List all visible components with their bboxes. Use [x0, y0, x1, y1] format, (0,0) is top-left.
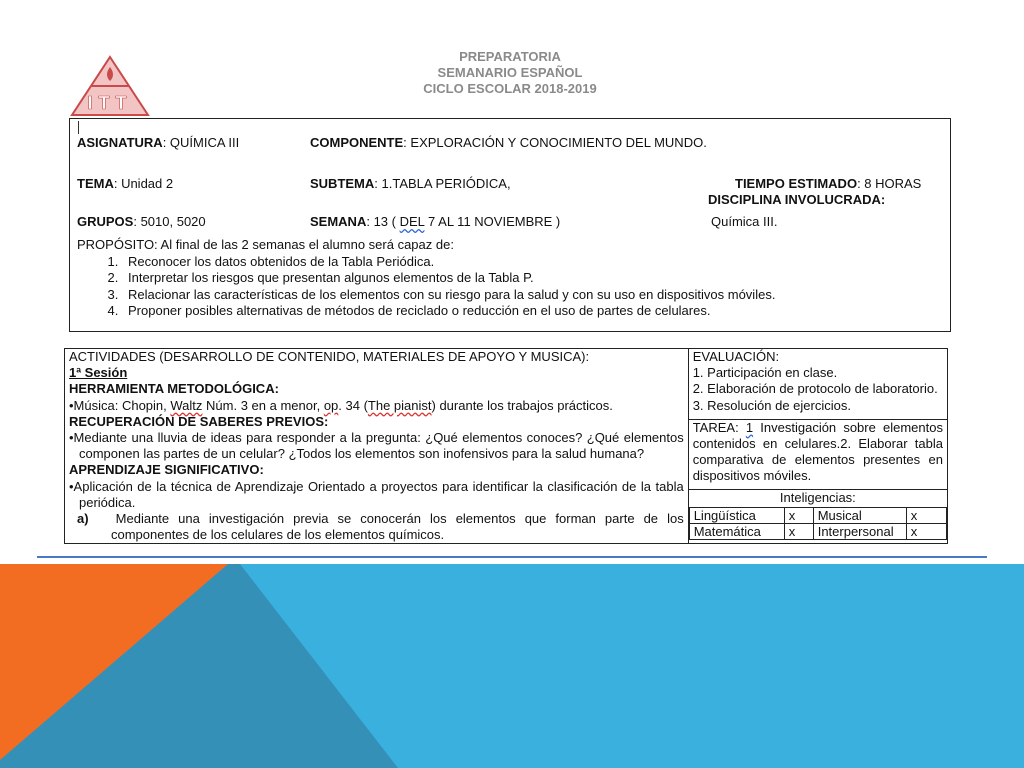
- aplicacion-item: •Aplicación de la técnica de Aprendizaje Orientado a proyectos para identificar la clasificación de la tabla periódica.: [69, 478, 684, 510]
- logo-letters: ITT: [87, 93, 133, 113]
- sub-item-a: a) Mediante una investigación previa se conocerán los elementos que forman parte de los componentes de los celulares de los elementos químicos.: [77, 511, 684, 543]
- activities-table[interactable]: [64, 348, 948, 544]
- session-label: 1ª Sesión: [69, 365, 128, 381]
- disciplina-label: DISCIPLINA INVOLUCRADA:: [708, 192, 886, 207]
- intel-name: Matemática: [689, 523, 784, 539]
- divider-line: [37, 556, 987, 558]
- actividades-cell[interactable]: [65, 349, 689, 544]
- tarea-text: Investigación sobre elementos contenidos en celulares.2. Elaborar tabla comparativa de elementos presentes en dispositivos móviles.: [692, 419, 943, 484]
- intel-check: x: [784, 507, 813, 523]
- document-header: [340, 49, 680, 97]
- intel-name: Musical: [813, 507, 906, 523]
- intel-check: x: [906, 523, 946, 539]
- tarea-label: TAREA:: [692, 419, 739, 435]
- inteligencias-table: [689, 507, 947, 540]
- actividades-heading: ACTIVIDADES (DESARROLLO DE CONTENIDO, MATERIALES DE APOYO Y MUSICA):: [69, 349, 590, 364]
- lluvia-item: •Mediante una lluvia de ideas para responder a la pregunta: ¿Qué elementos conoces? ¿Qué elementos componen las partes de un celular? ¿Todos los elementos son inofensivos para la salud humana?: [69, 430, 684, 462]
- proposito-section: [77, 237, 775, 320]
- list-item: 2. Elaboración de protocolo de laboratorio.: [692, 381, 938, 397]
- evaluacion-cell[interactable]: [688, 349, 947, 420]
- tarea-cell[interactable]: [688, 419, 947, 490]
- list-item: 1. Reconocer los datos obtenidos de la Tabla Periódica.: [122, 254, 775, 271]
- list-item: 4. Proponer posibles alternativas de métodos de reciclado o reducción en el uso de partes de celulares.: [122, 303, 775, 320]
- intel-name: Lingüística: [689, 507, 784, 523]
- header-line-1: PREPARATORIA: [459, 49, 561, 64]
- intel-name: Interpersonal: [813, 523, 906, 539]
- semana-field: SEMANA: 13 ( DEL 7 AL 11 NOVIEMBRE ): [310, 214, 561, 229]
- subtema-field: SUBTEMA: 1.TABLA PERIÓDICA,: [310, 176, 511, 191]
- proposito-list: [77, 254, 775, 320]
- componente-field: COMPONENTE: EXPLORACIÓN Y CONOCIMIENTO DEL MUNDO.: [310, 135, 707, 150]
- tarea-number: 1: [745, 419, 754, 435]
- list-item: 1. Participación en clase.: [692, 365, 838, 381]
- list-item: 3. Relacionar las características de los elementos con su riesgo para la salud y con su uso en dispositivos móviles.: [122, 287, 775, 304]
- slide-decoration: [0, 564, 1024, 768]
- table-row: [689, 507, 946, 523]
- tiempo-field: TIEMPO ESTIMADO: 8 HORAS: [735, 176, 922, 191]
- table-row: [689, 523, 946, 539]
- list-item: 3. Resolución de ejercicios.: [692, 397, 851, 413]
- proposito-intro: PROPÓSITO: Al final de las 2 semanas el alumno será capaz de:: [77, 237, 454, 252]
- list-item: 2. Interpretar los riesgos que presentan algunos elementos de la Tabla P.: [122, 270, 775, 287]
- intel-check: x: [784, 523, 813, 539]
- grupos-field: GRUPOS: 5010, 5020: [77, 214, 206, 229]
- tema-field: TEMA: Unidad 2: [77, 176, 174, 191]
- disciplina-value: Química III.: [711, 214, 778, 229]
- inteligencias-cell[interactable]: [688, 490, 947, 544]
- header-line-3: CICLO ESCOLAR 2018-2019: [423, 81, 597, 96]
- evaluacion-heading: EVALUACIÓN:: [692, 349, 780, 364]
- herramienta-heading: HERRAMIENTA METODOLÓGICA:: [69, 381, 279, 397]
- musica-item: •Música: Chopin, Waltz Núm. 3 en a menor, op. 34 (The pianist) durante los trabajos prácticos.: [69, 397, 613, 413]
- intel-check: x: [906, 507, 946, 523]
- inteligencias-heading: Inteligencias:: [779, 490, 856, 506]
- course-info-box[interactable]: [69, 118, 951, 332]
- asignatura-field: ASIGNATURA: QUÍMICA III: [77, 135, 240, 150]
- school-logo: [70, 55, 150, 117]
- recuperacion-heading: RECUPERACIÓN DE SABERES PREVIOS:: [69, 413, 329, 429]
- header-line-2: SEMANARIO ESPAÑOL: [437, 65, 583, 80]
- aprendizaje-heading: APRENDIZAJE SIGNIFICATIVO:: [69, 462, 264, 478]
